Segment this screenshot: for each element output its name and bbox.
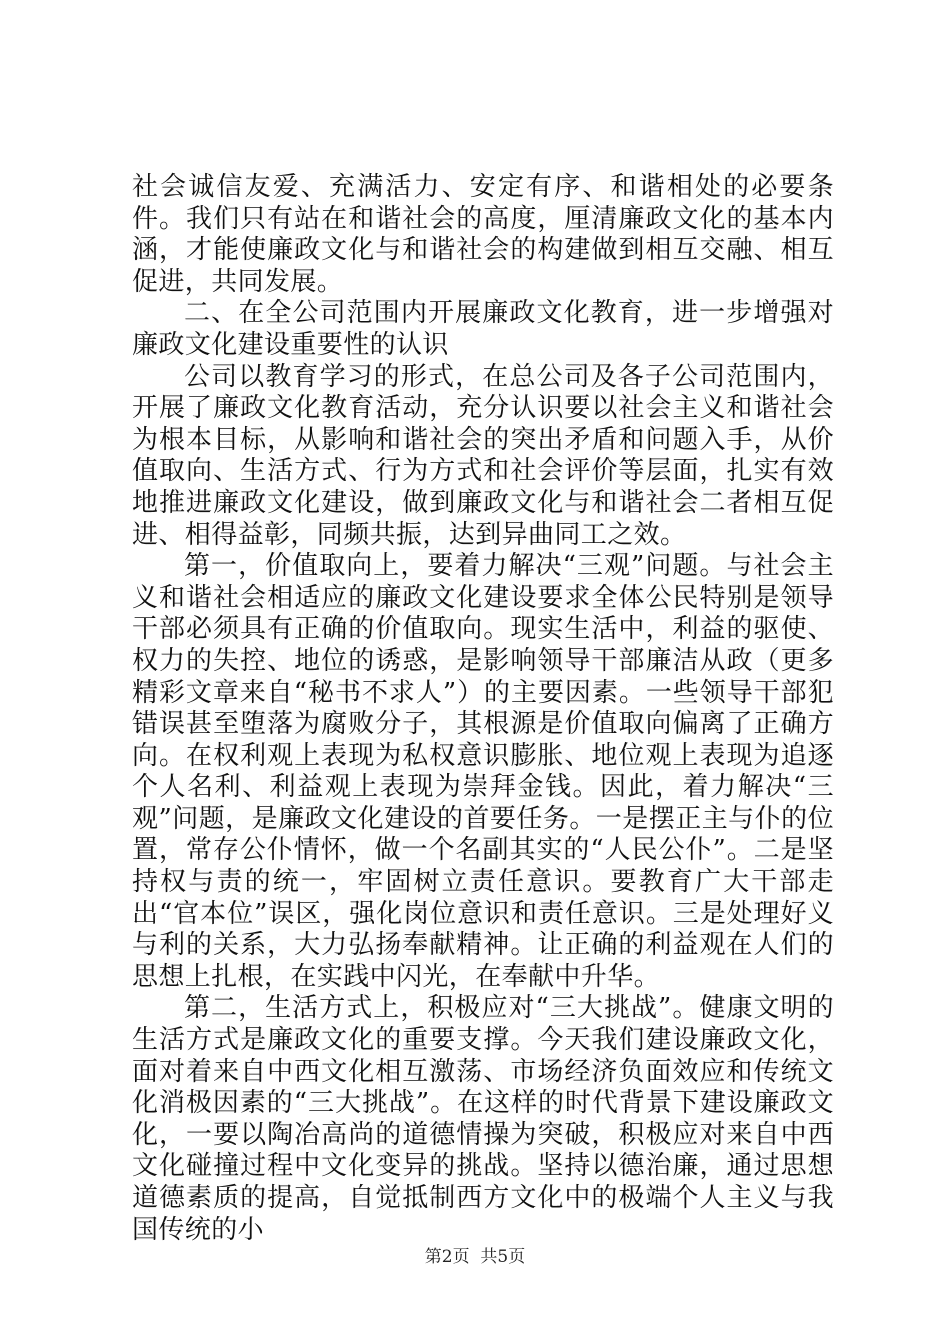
section-heading: 二、在全公司范围内开展廉政文化教育，进一步增强对廉政文化建设重要性的认识: [132, 298, 834, 360]
paragraph-education: 公司以教育学习的形式，在总公司及各子公司范围内，开展了廉政文化教育活动，充分认识要以社会主义和谐社会为根本目标，从影响和谐社会的突出矛盾和问题入手，从价值取向、生活方式、行为方式和社会评价等层面，扎实有效地推进廉政文化建设，做到廉政文化与和谐社会二者相互促进、相得益彰，同频共振，达到异曲同工之效。: [132, 361, 834, 550]
paragraph-value-orientation: 第一，价值取向上，要着力解决“三观”问题。与社会主义和谐社会相适应的廉政文化建设要求全体公民特别是领导干部必须具有正确的价值取向。现实生活中，利益的驱使、权力的失控、地位的诱惑，是影响领导干部廉洁从政（更多精彩文章来自“秘书不求人”）的主要因素。一些领导干部犯错误甚至堕落为腐败分子，其根源是价值取向偏离了正确方向。在权利观上表现为私权意识膨胀、地位观上表现为追逐个人名利、利益观上表现为崇拜金钱。因此，着力解决“三观”问题，是廉政文化建设的首要任务。一是摆正主与仆的位置，常存公仆情怀，做一个名副其实的“人民公仆”。二是坚持权与责的统一，牢固树立责任意识。要教育广大干部走出“官本位”误区，强化岗位意识和责任意识。三是处理好义与利的关系，大力弘扬奉献精神。让正确的利益观在人们的思想上扎根，在实践中闪光，在奉献中升华。: [132, 551, 834, 992]
paragraph-continuation: 社会诚信友爱、充满活力、安定有序、和谐相处的必要条件。我们只有站在和谐社会的高度，厘清廉政文化的基本内涵，才能使廉政文化与和谐社会的构建做到相互交融、相互促进，共同发展。: [132, 172, 834, 297]
paragraph-lifestyle: 第二，生活方式上，积极应对“三大挑战”。健康文明的生活方式是廉政文化的重要支撑。今天我们建设廉政文化，面对着来自中西文化相互激荡、市场经济负面效应和传统文化消极因素的“三大挑战”。在这样的时代背景下建设廉政文化，一要以陶冶高尚的道德情操为突破，积极应对来自中西文化碰撞过程中文化变异的挑战。坚持以德治廉，通过思想道德素质的提高，自觉抵制西方文化中的极端个人主义与我国传统的小: [132, 993, 834, 1245]
document-body: [132, 172, 834, 1246]
page-number-footer: 第2页 共5页: [424, 1247, 526, 1267]
